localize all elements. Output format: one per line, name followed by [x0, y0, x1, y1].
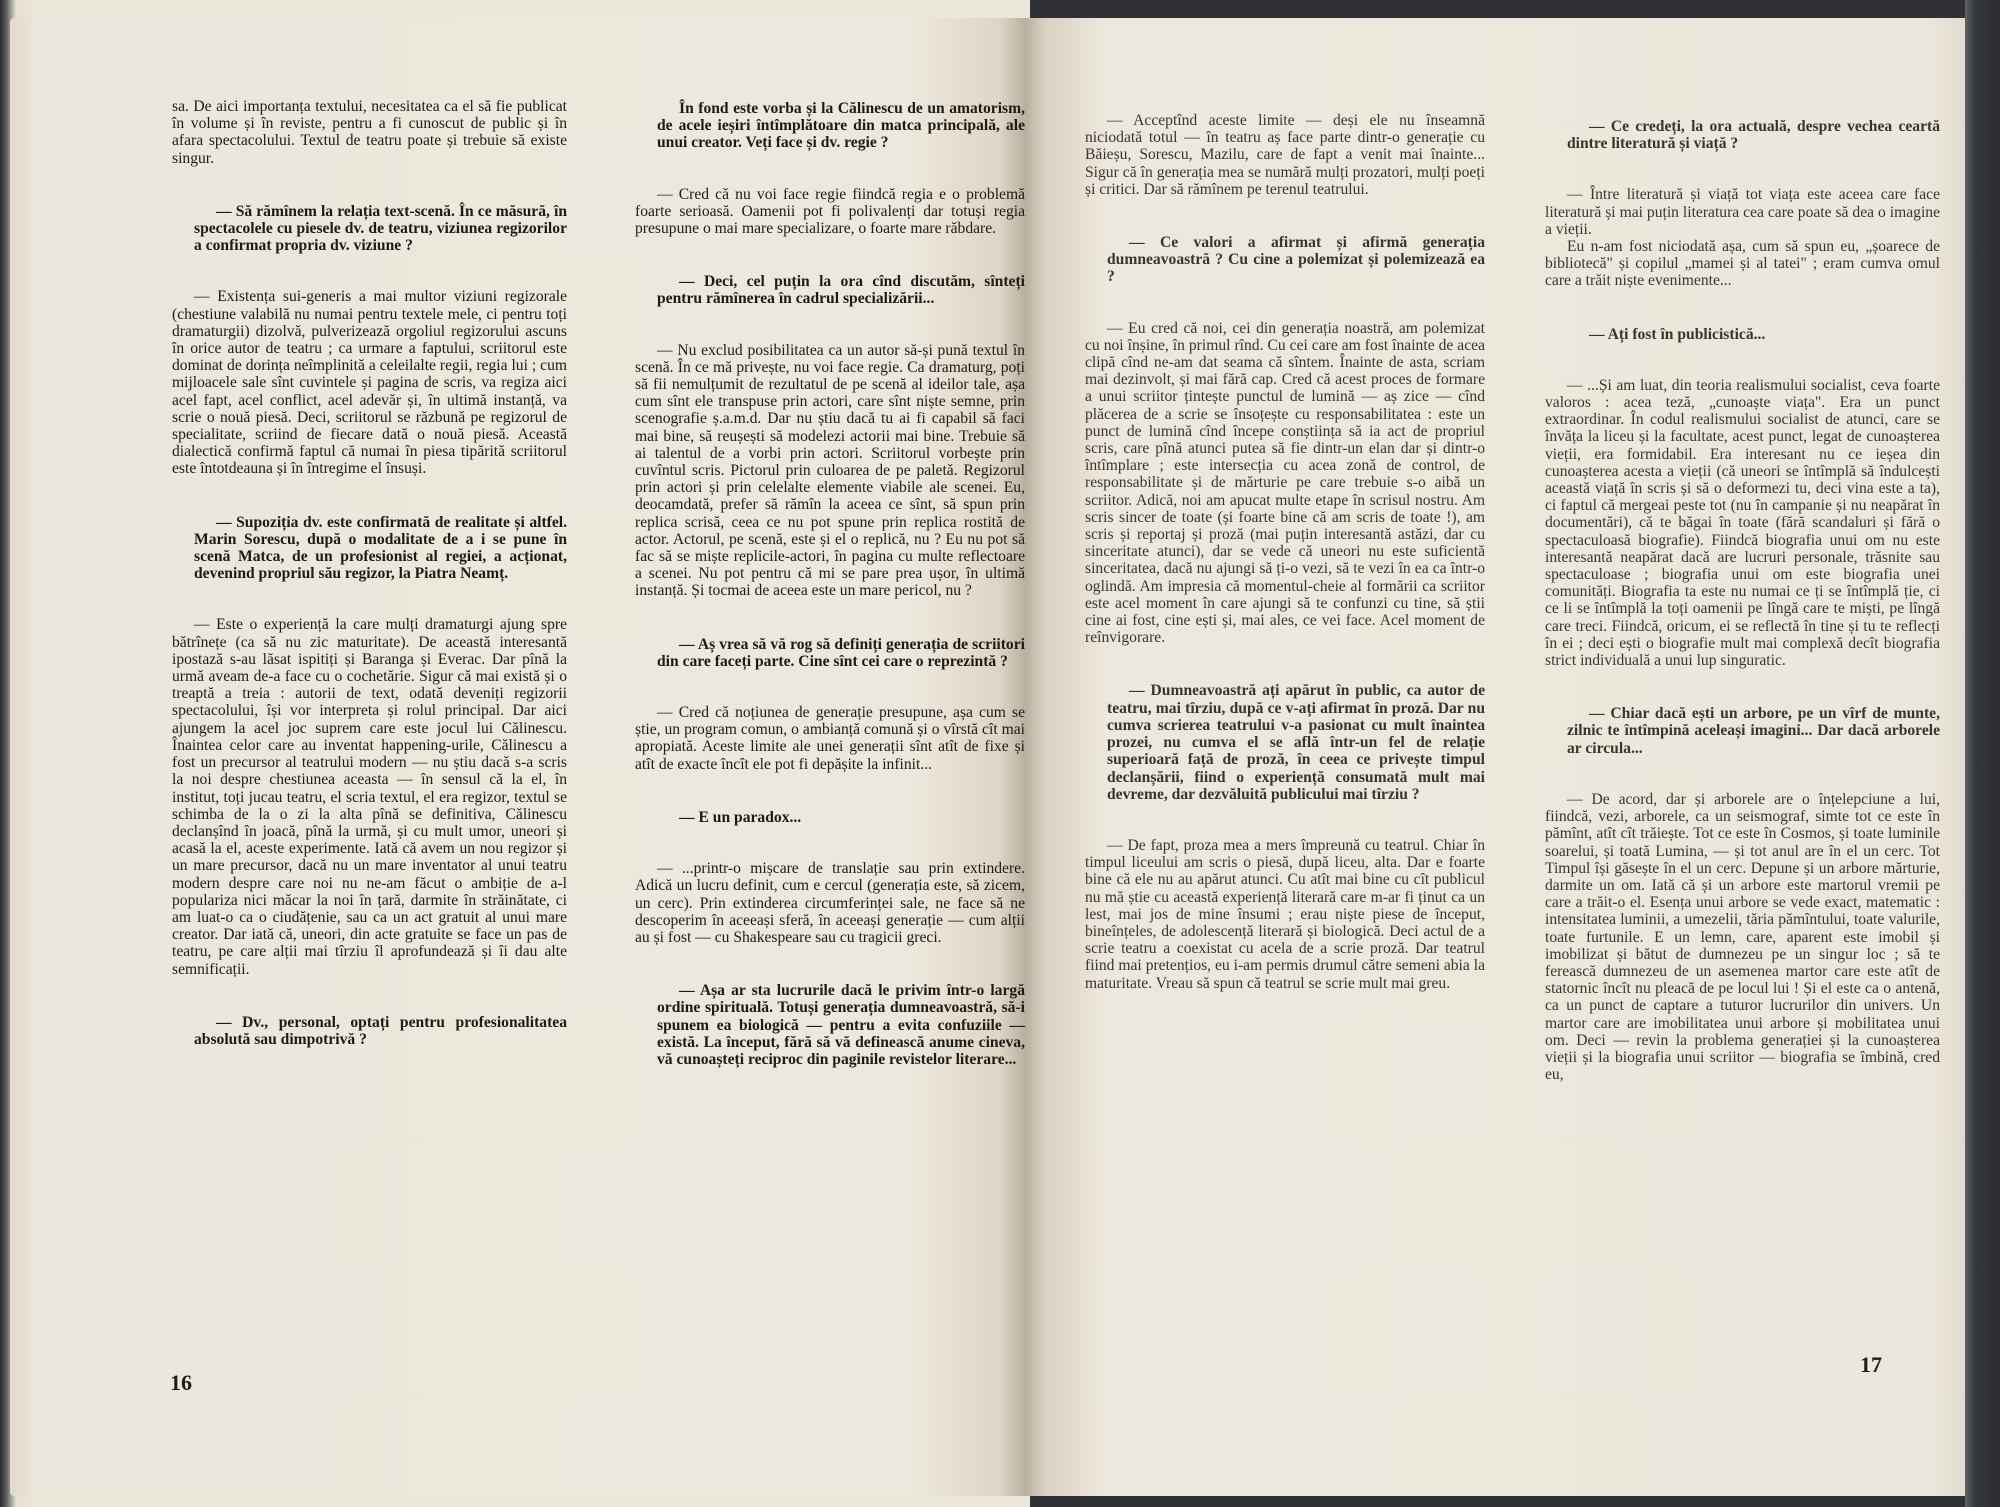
interview-question: — Dumneavoastră ați apărut în public, ca autor de teatru, mai tîrziu, după ce v-ați afirmat în proză. Dar nu cumva scrierea teatrului v-a pasionat cu mult înaintea prozei, nu cumva el se află într-un fel de relație superioară față de proză, în ceea ce privește timpul declanșării, fiind o experiență consumată mult mai devreme, dar dezvăluită publicului mai tîrziu ?: [1107, 682, 1485, 803]
right-page-column-1: [1085, 112, 1485, 992]
page-number-left: 16: [170, 1370, 192, 1395]
answer-paragraph: — Eu cred că noi, cei din generația noastră, am polemizat cu noi înșine, în primul rînd. Cu cei care am fost înainte de acea clipă cînd ne-am dat seama că sîntem. Înainte de asta, scriam mai dezinvolt, și mai fără cap. Cred că acest proces de formare a unui scriitor țintește punctul de lumină — aș zice — cînd plăcerea de a scrie se însoțește cu responsabilitatea : este un punct de lumină cînd începe conștiința să ia act de propriul scris, care pînă atunci putea să fie dintr-un elan dar și dintr-o întîmplare ; este intersecția cu acea zonă de control, de responsabilitate și de mărturie pe care trebuie s-o aibă un scriitor. Adică, noi am apucat multe etape în scrisul nostru. Am scris sincer de toate (și foarte bine că am scris de toate !), am scris și reportaj și proză (mai puțin interesantă astăzi, dar cu sinceritate atunci), dar se vede că uneori nu este suficientă sinceritatea, dacă nu ajungi să ți-o vezi, să te vezi în ea ca într-o oglindă. Am impresia că momentul-cheie al formării ca scriitor este acel moment în care ajungi să te confunzi cu tine, să știi cine ai fost, cine ești și, mai ales, ce vei face. Acel moment de reînvigorare.: [1085, 319, 1485, 647]
interview-question: — Deci, cel puțin la ora cînd discutăm, sînteți pentru rămînerea în cadrul specializării...: [657, 273, 1025, 308]
interview-question: În fond este vorba și la Călinescu de un amatorism, de acele ieșiri întîmplătoare din matca principală, ale unui creator. Veți face și dv. regie ?: [657, 100, 1025, 152]
answer-paragraph: — De fapt, proza mea a mers împreună cu teatrul. Chiar în timpul liceului am scris o piesă, după liceu, alta. Dar e foarte bine că ele nu au apărut atunci. Cu atît mai bine cu cît publicul nu mă știe cu această experiență literară care m-ar fi ținut ca un lest, mai jos de mine însumi ; erau niște piese de început, bineînțeles, de adolescență literară și biologică. Deci actul de a scrie teatru a coexistat cu acela de a scrie proză. Dar teatrul fiind mai pretențios, eu i-am permis drumul către semeni abia la maturitate. Vreau să spun că teatrul se scrie mult mai greu.: [1085, 836, 1485, 992]
answer-paragraph: — Nu exclud posibilitatea ca un autor să-și pună textul în scenă. În ce mă privește, nu voi face regie. Ca dramaturg, poți să fii nemulțumit de rezultatul de pe scenă al ideilor tale, așa cum sînt ele transpuse prin actori, care sînt niște semne, prin scenografie ș.a.m.d. Dar nu știu dacă tu ai fi capabil să faci mai bine, să reușești să modelezi actorii mai bine. Trebuie să ai talentul de a vorbi prin actori. Scriitorul vorbește prin cuvîntul scris. Pictorul prin culoarea de pe paletă. Regizorul prin actori și prin celelalte elemente viabile ale scenei. Eu, deocamdată, prefer să rămîn la aceea ce sînt, să spun prin replica scrisă, ceea ce nu pot spune prin replica rostită de actor. Actorul, pe scenă, este și el o replică, nu ? Eu nu pot să fac să se miște replicile-actori, în pagina cu multe reflectoare a scenei. Nu pot pentru că mi se pare prea ușor, în ultimă instanță. Și tocmai de aceea este un mare pericol, nu ?: [635, 341, 1025, 600]
book-cover-edge: [1965, 0, 2000, 1507]
interview-question: — Supoziția dv. este confirmată de realitate și altfel. Marin Sorescu, după o modalitate de a i se pune în scenă Matca, de un profesionist al regiei, a acționat, devenind propriul său regizor, la Piatra Neamț.: [194, 513, 567, 583]
answer-paragraph: — Este o experiență la care mulți dramaturgi ajung spre bătrînețe (ca să nu zic maturitate). De această interesantă ipostază s-au lăsat ispitiți și Baranga și Everac. Dar pînă la urmă aveam de-a face cu o cochetărie. Sigur că mai există și o treaptă a treia : autorii de text, odată deveniți regizorii spectacolului, își vor interpreta și rolul principal. Dar aici ajungem la acel joc suprem care este jocul lui Călinescu. Înaintea celor care au inventat happening-urile, Călinescu a fost un precursor al teatrului modern — nu știu dacă s-a scris la noi despre chestiunea aceasta — în sensul că la el, în institut, toți jucau teatru, el scria textul, el era regizor, textul se schimba de la o zi la alta pînă se definitiva, Călinescu declanșînd în joacă, pînă la urmă, și cu mult umor, uneori și acasă la el, aceste experimente. Iată că avem un nou regizor și un mare precursor, dacă nu un mare inventator al unui teatru modern despre care noi nu ne-am făcut o ambiție de a-l populariza nici măcar la noi în țară, darmite în străinătate, ci am luat-o ca o ciudățenie, sau ca un act gratuit al unui mare creator. Dar iată că, uneori, din acte gratuite se face un pas de teatru, pe care alții mai tîrziu îl aprofundează și îi dau alte semnificații.: [172, 616, 567, 978]
interview-question: — Ce credeți, la ora actuală, despre vechea ceartă dintre literatură și viață ?: [1567, 118, 1940, 153]
answer-paragraph: — Cred că noțiunea de generație presupune, așa cum se știe, un program comun, o ambianță comună și o vîrstă cît mai apropiată. Aceste limite ale unei generații sînt atît de fixe și atît de exacte încît ele pot fi depășite la infinit...: [635, 704, 1025, 773]
right-page-column-2: [1545, 118, 1940, 1083]
answer-paragraph: — Existența sui-generis a mai multor viziuni regizorale (chestiune valabilă nu numai pentru textele mele, ci pentru toți dramaturgii) dizolvă, pulverizează orgoliul regizorului ascuns în orice autor de teatru ; ca urmare a faptului, scriitorul este dominat de dorința neîmplinită a celeilalte regii, regia lui ; cum mijloacele sale sînt cuvintele și pagina de scris, va regiza aici acel fapt, acel conflict, acel adevăr și, în ultimă instanță, va scrie o nouă piesă. Deci, scriitorul se răzbună pe regizorul de specialitate, scriind de fiecare dată o nouă piesă. Această dialectică confirmă faptul că numai în piesa tipărită scriitorul este întotdeauna și în întregime el însuși.: [172, 288, 567, 478]
answer-paragraph: — Acceptînd aceste limite — deși ele nu înseamnă niciodată totul — în teatru aș face parte dintr-o generație cu Băieșu, Sorescu, Mazilu, care de fapt a venit mai înainte... Sigur că în generația mea se numără mulți prozatori, mulți poeți și critici. Dar să rămînem pe terenul teatrului.: [1085, 112, 1485, 198]
interview-question: — Ați fost în publicistică...: [1589, 325, 1766, 343]
answer-paragraph: sa. De aici importanța textului, necesitatea ca el să fie publicat în volume și în reviste, pentru a fi cunoscut de public și în afara spectacolului. Textul de teatru poate și trebuie să existe singur.: [172, 98, 567, 167]
answer-paragraph: Eu n-am fost niciodată așa, cum să spun eu, „șoarece de bibliotecă" și copilul „mamei și al tatei" ; eram cumva omul care a trăit niște evenimente...: [1545, 238, 1940, 290]
interview-question: — Să rămînem la relația text-scenă. În ce măsură, în spectacolele cu piesele dv. de teatru, viziunea regizorilor a confirmat propria dv. viziune ?: [194, 202, 567, 255]
page-number-right: 17: [1860, 1352, 1882, 1377]
answer-paragraph: — ...Și am luat, din teoria realismului socialist, ceva foarte valoros : acea teză, „cunoaște viața". Era un punct extraordinar. În codul realismului socialist de atunci, care se învăța la liceu și la facultate, acest punct, legat de cunoașterea vieții, era formidabil. Era interesant nu ce ieșea din cunoașterea acesta a vieții (că uneori se întîmplă să îndulcești această viață în scris și să o deformezi tu, deci vina este a ta), ci faptul că mergeai peste tot (nu în campanie și nu neapărat în documentări), că te băgai în toate (fără scandaluri și fără o spectaculoasă biografie). Fiindcă biografia unui om nu este interesantă neapărat dacă are lucruri personale, trăsnite sau spectaculoase ; biografia unui om este biografia unei comunități. Biografia ta este nu numai ce ți se întîmplă ție, ci ce li se întîmplă la toți oamenii pe lîngă care te miști, pe lîngă care treci. Fiindcă, oricum, ei se reflectă în tine și tu te reflecți în ei ; deci ești o biografie mult mai complexă decît biografia strict individuală a unui lup singuratic.: [1545, 376, 1940, 670]
interview-question: — Aș vrea să vă rog să definiți generația de scriitori din care faceți parte. Cine sînt cei care o reprezintă ?: [657, 635, 1025, 670]
left-page-column-1: [172, 98, 567, 1082]
interview-question: — E un paradox...: [679, 808, 802, 826]
answer-paragraph: — Cred că nu voi face regie fiindcă regia e o problemă foarte serioasă. Oamenii pot fi polivalenți dar totuși regia presupune o mai mare specializare, o foarte mare răbdare.: [635, 185, 1025, 238]
left-page-column-2: [635, 100, 1025, 1102]
interview-question: — Ce valori a afirmat și afirmă generația dumneavoastră ? Cu cine a polemizat și polemizează ea ?: [1107, 234, 1485, 286]
interview-question: — Așa ar sta lucrurile dacă le privim într-o largă ordine spirituală. Totuși generația dumneavoastră, să-i spunem ea biologică — pentru a evita confuziile — există. La început, fără să vă definească anume cineva, vă cunoașteți reciproc din paginile revistelor literare...: [657, 982, 1025, 1068]
answer-paragraph: — Între literatură și viață tot viața este aceea care face literatură și mai puțin literatura cea care poate să dea o imagine a vieții.: [1545, 186, 1940, 238]
answer-paragraph: — De acord, dar și arborele are o înțelepciune a lui, fiindcă, vezi, arborele, ca un seismograf, simte tot ce este în pămînt, atît cît trăiește. Tot ce este în Cosmos, și toate luminile soarelui, și toată Lumina, — și tot anul are în el un cerc. Tot Timpul își găsește în el un cerc. Depune și un arbore mărturie, darmite un om. Iată că și un arbore este martorul vremii pe care a trăit-o el. Esența unui arbore se vede exact, matematic : intensitatea luminii, a umezelii, tăria pămîntului, toate valurile, toate furtunile. E un lemn, care, aparent este imobil și imobilizat și bătut de dumnezeu pe un singur loc ; să te ferească dumnezeu de un asemenea martor care este atît de statornic încît nu pleacă de pe locul lui ! Și el este ca o antenă, ca un punct de captare a tuturor lucrurilor din univers. Un martor care are imobilitatea unui arbore și mobilitatea unui om. Deci — revin la problema generației și la cunoașterea vieții și la biografia unui scriitor — biografia se îmbină, cred eu,: [1545, 790, 1940, 1084]
interview-question: — Chiar dacă ești un arbore, pe un vîrf de munte, zilnic te întîmpină aceleași imagini... Dar dacă arborele ar circula...: [1567, 705, 1940, 757]
cover-edge-top: [1030, 0, 1965, 18]
answer-paragraph: — ...printr-o mișcare de translație sau prin extindere. Adică un lucru definit, cum e cercul (generația este, să zicem, un cerc). Prin extinderea circumferinței sale, ne face să ne descoperim în aceeași sferă, în aceeași generație — cum alții au și fost — cu Shakespeare sau cu tragicii greci.: [635, 860, 1025, 946]
interview-question: — Dv., personal, optați pentru profesionalitatea absolută sau dimpotrivă ?: [194, 1013, 567, 1048]
